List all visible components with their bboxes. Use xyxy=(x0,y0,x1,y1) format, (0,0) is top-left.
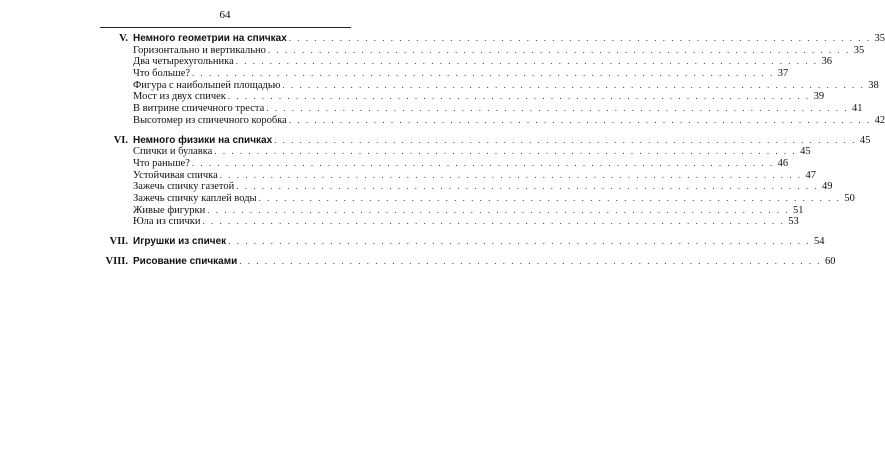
entry-title: Высотомер из спичечного коробка xyxy=(133,114,287,126)
toc-entry xyxy=(100,157,789,170)
entry-title: Фигура с наибольшей площадью xyxy=(133,79,281,91)
chapter-title: Рисование спичками xyxy=(133,255,238,267)
toc-chapter-6 xyxy=(100,134,871,229)
toc-entry xyxy=(100,169,817,182)
dot-leader xyxy=(220,170,802,182)
chapter-heading xyxy=(100,33,885,45)
entry-title: В витрине спичечного треста xyxy=(133,103,265,115)
entry-page: 51 xyxy=(793,204,804,216)
chapter-page: 60 xyxy=(825,255,836,267)
chapter-number: VII. xyxy=(109,236,128,247)
entry-title: Зажечь спичку каплей воды xyxy=(133,192,257,204)
chapter-number: VIII. xyxy=(105,255,128,267)
entry-page: 50 xyxy=(844,192,855,204)
toc-entry xyxy=(100,146,811,158)
dot-leader xyxy=(283,80,865,92)
chapter-page: 54 xyxy=(813,236,825,247)
chapter-page: 45 xyxy=(859,134,871,146)
dot-leader xyxy=(228,236,810,248)
entry-page: 46 xyxy=(777,157,789,169)
entry-page: 41 xyxy=(852,103,863,115)
chapter-heading xyxy=(100,134,871,147)
dot-leader xyxy=(289,115,871,127)
toc-entry xyxy=(100,68,789,80)
chapter-title: Игрушки из спичек xyxy=(133,236,227,247)
chapter-heading xyxy=(100,255,836,268)
dot-leader xyxy=(236,56,818,68)
entry-title: Устойчивая спичка xyxy=(133,169,218,181)
chapter-page: 35 xyxy=(874,33,885,44)
page-number: 64 xyxy=(219,9,231,21)
chapter-number: VI. xyxy=(113,134,128,146)
entry-title: Зажечь спичку газетой xyxy=(133,181,235,193)
chapter-title: Немного физики на спичках xyxy=(133,134,273,146)
toc-entry xyxy=(100,181,833,193)
toc-entry xyxy=(100,114,885,127)
entry-page: 49 xyxy=(821,181,833,193)
entry-page: 42 xyxy=(874,114,885,126)
toc-entry xyxy=(100,204,804,217)
dot-leader xyxy=(266,103,848,115)
dot-leader xyxy=(228,91,810,103)
toc-entry xyxy=(100,103,863,115)
entry-page: 39 xyxy=(813,91,825,103)
dot-leader xyxy=(202,216,784,228)
entry-title: Что больше? xyxy=(133,68,191,80)
dot-leader xyxy=(268,45,850,57)
dot-leader xyxy=(274,135,856,147)
toc-entry xyxy=(100,79,879,92)
entry-page: 35 xyxy=(853,44,865,56)
entry-title: Два четырехугольника xyxy=(133,56,234,68)
toc-chapter-7 xyxy=(100,236,825,248)
chapter-title: Немного геометрии на спичках xyxy=(133,33,287,44)
toc-entry xyxy=(100,192,855,205)
dot-leader xyxy=(207,205,789,217)
toc-entry xyxy=(100,56,832,68)
entry-title: Горизонтально и вертикально xyxy=(133,44,266,56)
entry-title: Спички и булавка xyxy=(133,146,213,158)
entry-page: 38 xyxy=(868,79,879,91)
dot-leader xyxy=(239,256,821,268)
chapter-number: V. xyxy=(119,33,128,44)
entry-title: Мост из двух спичек xyxy=(133,91,226,103)
toc-entry xyxy=(100,91,825,103)
entry-page: 53 xyxy=(788,216,799,228)
dot-leader xyxy=(214,146,796,158)
dot-leader xyxy=(192,158,774,170)
entry-page: 36 xyxy=(821,56,832,68)
dot-leader xyxy=(236,181,818,193)
toc-entry xyxy=(100,44,865,57)
toc-chapter-5 xyxy=(100,33,885,127)
entry-title: Живые фигурки xyxy=(133,204,206,216)
entry-title: Что раньше? xyxy=(133,157,190,169)
header-rule xyxy=(100,27,351,28)
entry-page: 47 xyxy=(805,169,817,181)
toc-chapter-8 xyxy=(100,255,836,268)
entry-page: 45 xyxy=(800,146,811,158)
toc-entry xyxy=(100,216,799,228)
table-of-contents xyxy=(100,33,885,267)
dot-leader xyxy=(192,68,774,80)
entry-title: Юла из спички xyxy=(133,216,201,228)
entry-page: 37 xyxy=(777,68,789,80)
dot-leader xyxy=(259,193,841,205)
dot-leader xyxy=(289,33,871,45)
chapter-heading xyxy=(100,236,825,248)
